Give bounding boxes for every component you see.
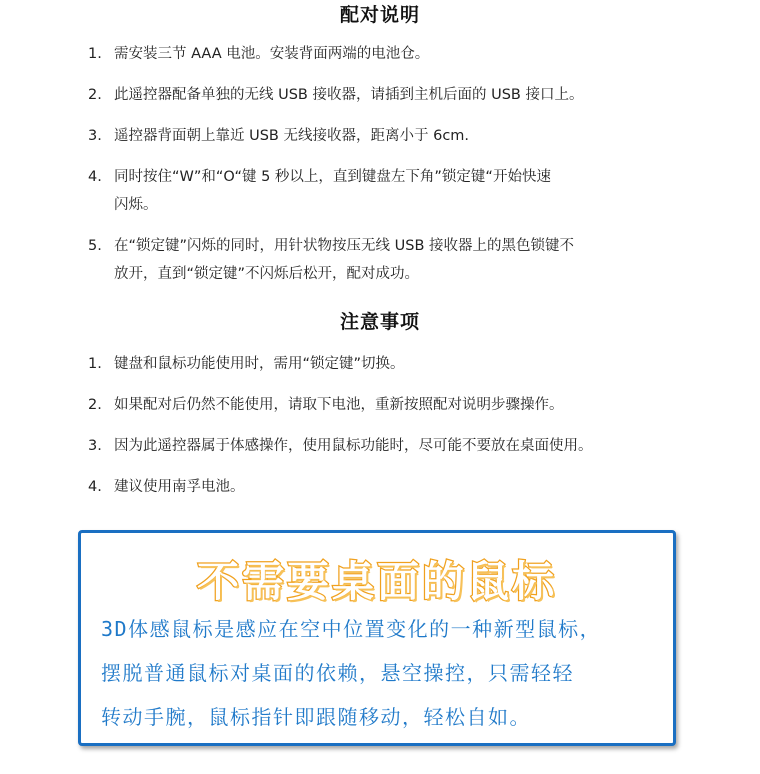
note-1 bbox=[88, 350, 688, 378]
feature-heading: 不需要桌面的鼠标 bbox=[196, 557, 557, 606]
step-text: 需安装三节 AAA 电池。安装背面两端的电池仓。 bbox=[114, 46, 430, 62]
step-text: 遥控器背面朝上靠近 USB 无线接收器，距离小于 6cm. bbox=[114, 128, 470, 144]
pairing-step-3 bbox=[88, 122, 688, 150]
note-3 bbox=[88, 432, 688, 460]
list-number: 3. bbox=[88, 128, 102, 144]
feature-line-2: 摆脱普通鼠标对桌面的依赖，悬空操控，只需轻轻 bbox=[101, 661, 574, 685]
list-number: 5. bbox=[88, 238, 102, 254]
note-text: 建议使用南孚电池。 bbox=[114, 479, 245, 495]
pairing-step-1 bbox=[88, 40, 688, 68]
step-text-continued: 闪烁。 bbox=[114, 197, 158, 213]
notes-title: 注意事项 bbox=[339, 311, 420, 333]
step-text-continued: 放开，直到“锁定键”不闪烁后松开，配对成功。 bbox=[114, 266, 420, 282]
note-text: 键盘和鼠标功能使用时，需用“锁定键”切换。 bbox=[114, 356, 405, 372]
feature-panel bbox=[78, 530, 676, 746]
step-text: 在“锁定键”闪烁的同时，用针状物按压无线 USB 接收器上的黑色锁键不 bbox=[114, 238, 575, 254]
list-number: 4. bbox=[88, 479, 102, 495]
pairing-step-4 bbox=[88, 163, 688, 219]
feature-description bbox=[101, 607, 665, 739]
pairing-title: 配对说明 bbox=[339, 4, 420, 26]
feature-line-3: 转动手腕，鼠标指针即跟随移动，轻松自如。 bbox=[101, 705, 531, 729]
list-number: 4. bbox=[88, 169, 102, 185]
feature-line-1: 3D体感鼠标是感应在空中位置变化的一种新型鼠标， bbox=[101, 617, 602, 641]
note-text: 因为此遥控器属于体感操作，使用鼠标功能时，尽可能不要放在桌面使用。 bbox=[114, 438, 593, 454]
list-number: 2. bbox=[88, 397, 102, 413]
step-text: 此遥控器配备单独的无线 USB 接收器，请插到主机后面的 USB 接口上。 bbox=[114, 87, 584, 103]
note-4 bbox=[88, 473, 688, 501]
pairing-steps-list bbox=[88, 40, 688, 288]
note-2 bbox=[88, 391, 688, 419]
pairing-step-5 bbox=[88, 232, 688, 288]
list-number: 3. bbox=[88, 438, 102, 454]
note-text: 如果配对后仍然不能使用，请取下电池，重新按照配对说明步骤操作。 bbox=[114, 397, 564, 413]
notes-list bbox=[88, 350, 688, 501]
pairing-step-2 bbox=[88, 81, 688, 109]
step-text: 同时按住“W”和“O“键 5 秒以上，直到键盘左下角”锁定键“开始快速 bbox=[114, 169, 551, 185]
list-number: 2. bbox=[88, 87, 102, 103]
list-number: 1. bbox=[88, 356, 102, 372]
list-number: 1. bbox=[88, 46, 102, 62]
